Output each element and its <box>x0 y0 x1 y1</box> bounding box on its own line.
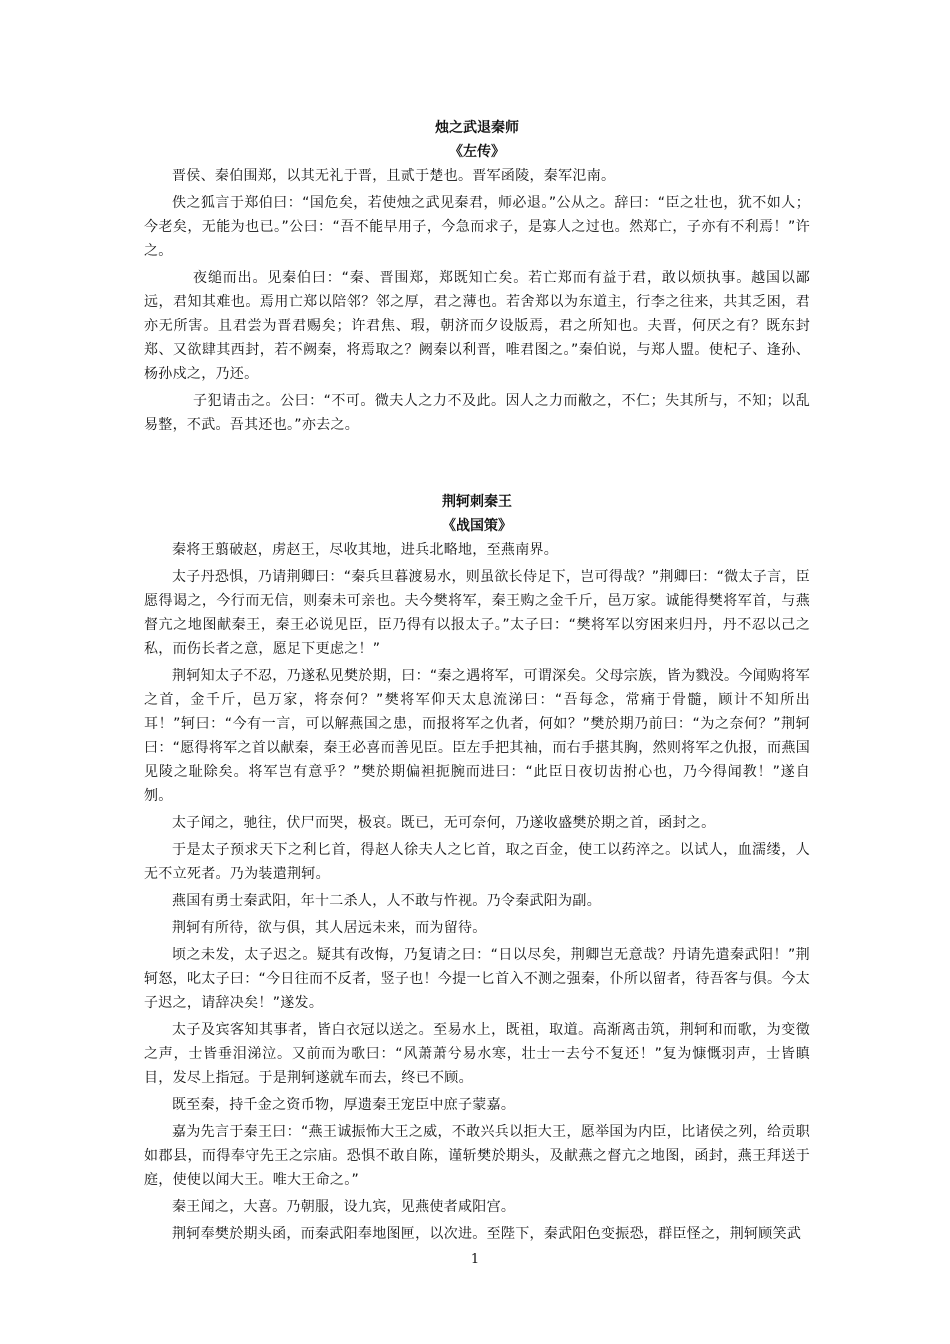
paragraph: 晋侯、秦伯围郑，以其无礼于晋，且贰于楚也。晋军函陵，秦军氾南。 <box>172 168 616 184</box>
paragraph: 荆轲奉樊於期头函，而秦武阳奉地图匣，以次进。至陛下，秦武阳色变振恐，群臣怪之，荆轲顾笑武 <box>172 1226 802 1242</box>
paragraph: 顷之未发，太子迟之。疑其有改悔，乃复请之曰：“日以尽矣，荆卿岂无意哉？丹请先遣秦武阳！”荆轲怒，叱太子曰：“今日往而不反者，竖子也！今提一匕首入不测之强秦，仆所以留者，待吾客与俱。今太子迟之，请辞决矣！”遂发。 <box>144 947 810 1011</box>
paragraph: 太子丹恐惧，乃请荆卿曰：“秦兵旦暮渡易水，则虽欲长侍足下，岂可得哉？”荆卿曰：“微太子言，臣愿得谒之，今行而无信，则秦未可亲也。夫今樊将军，秦王购之金千斤，邑万家。诚能得樊将军首，与燕督亢之地图献秦王，秦王必说见臣，臣乃得有以报太子。”太子曰：“樊将军以穷困来归丹，丹不忍以己之私，而伤长者之意，愿足下更虑之！” <box>144 569 810 657</box>
paragraph: 佚之狐言于郑伯曰：“国危矣，若使烛之武见秦君，师必退。”公从之。辞曰：“臣之壮也，犹不如人；今老矣，无能为也已。”公曰：“吾不能早用子，今急而求子，是寡人之过也。然郑亡，子亦有不利焉！”许之。 <box>144 195 810 259</box>
page-number: 1 <box>470 1252 480 1267</box>
paragraph: 秦王闻之，大喜。乃朝服，设九宾，见燕使者咸阳宫。 <box>172 1199 516 1215</box>
section-title: 烛之武退秦师 <box>435 120 519 136</box>
paragraph: 秦将王翦破赵，虏赵王，尽收其地，进兵北略地，至燕南界。 <box>172 542 559 558</box>
paragraph: 太子及宾客知其事者，皆白衣冠以送之。至易水上，既祖，取道。高渐离击筑，荆轲和而歌，为变徵之声，士皆垂泪涕泣。又前而为歌曰：“风萧萧兮易水寒，壮士一去兮不复还！”复为慷慨羽声，士皆瞋目，发尽上指冠。于是荆轲遂就车而去，终已不顾。 <box>144 1022 810 1086</box>
paragraph: 既至秦，持千金之资币物，厚遗秦王宠臣中庶子蒙嘉。 <box>172 1097 516 1113</box>
section-title: 荆轲刺秦王 <box>442 494 512 510</box>
paragraph: 太子闻之，驰往，伏尸而哭，极哀。既已，无可奈何，乃遂收盛樊於期之首，函封之。 <box>172 815 716 831</box>
paragraph: 子犯请击之。公曰：“不可。微夫人之力不及此。因人之力而敝之，不仁；失其所与，不知；以乱易整，不武。吾其还也。”亦去之。 <box>144 393 810 433</box>
paragraph: 燕国有勇士秦武阳，年十二杀人，人不敢与忤视。乃令秦武阳为副。 <box>172 893 601 909</box>
paragraph: 荆轲知太子不忍，乃遂私见樊於期，曰：“秦之遇将军，可谓深矣。父母宗族，皆为戮没。今闻购将军之首，金千斤，邑万家，将奈何？”樊将军仰天太息流涕曰：“吾每念，常痛于骨髓，顾计不知所出耳！”轲曰：“今有一言，可以解燕国之患，而报将军之仇者，何如？”樊於期乃前曰：“为之奈何？”荆轲曰：“愿得将军之首以献秦，秦王必喜而善见臣。臣左手把其袖，而右手揕其胸，然则将军之仇报，而燕国见陵之耻除矣。将军岂有意乎？”樊於期偏袒扼腕而进曰：“此臣日夜切齿拊心也，乃今得闻教！”遂自刎。 <box>144 668 810 804</box>
paragraph: 嘉为先言于秦王曰：“燕王诚振怖大王之威，不敢兴兵以拒大王，愿举国为内臣，比诸侯之列，给贡职如郡县，而得奉守先王之宗庙。恐惧不敢自陈，谨斩樊於期头，及献燕之督亢之地图，函封，燕王拜送于庭，使使以闻大王。唯大王命之。” <box>144 1124 810 1188</box>
paragraph: 荆轲有所待，欲与俱，其人居远未来，而为留待。 <box>172 920 487 936</box>
section-jing-ke <box>144 490 810 1249</box>
section-zhu-zhi-wu <box>144 116 810 440</box>
paragraph: 夜缒而出。见秦伯曰：“秦、晋围郑，郑既知亡矣。若亡郑而有益于君，敢以烦执事。越国以鄙远，君知其难也。焉用亡郑以陪邻？邻之厚，君之薄也。若舍郑以为东道主，行李之往来，共其乏困，君亦无所害。且君尝为晋君赐矣；许君焦、瑕，朝济而夕设版焉，君之所知也。夫晋，何厌之有？既东封郑、又欲肆其西封，若不阙秦，将焉取之？阙秦以利晋，唯君图之。”秦伯说，与郑人盟。使杞子、逢孙、杨孙戍之，乃还。 <box>144 270 810 382</box>
paragraph: 于是太子预求天下之利匕首，得赵人徐夫人之匕首，取之百金，使工以药淬之。以试人，血濡缕，人无不立死者。乃为装遣荆轲。 <box>144 842 810 882</box>
section-source: 《战国策》 <box>442 518 512 534</box>
section-source: 《左传》 <box>449 144 505 160</box>
